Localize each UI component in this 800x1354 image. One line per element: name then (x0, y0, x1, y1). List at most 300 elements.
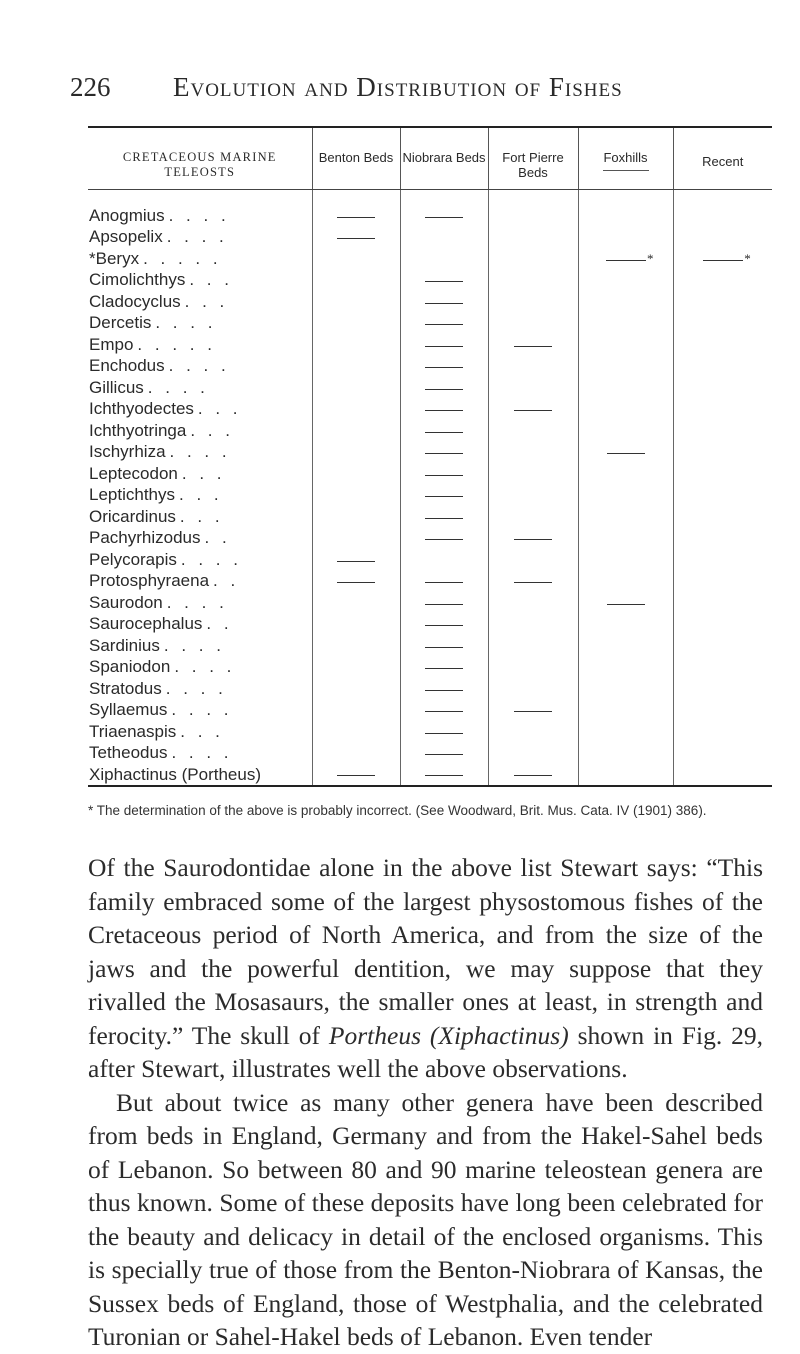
table-row (88, 743, 772, 765)
occurrence-niobrara (400, 334, 488, 356)
page-number: 226 (70, 72, 111, 102)
occurrence-recent (673, 313, 772, 335)
occurrence-benton (312, 227, 400, 249)
paragraph-1-end: shown in Fig. 29, after Stewart, illustrates well the above observations. (88, 1020, 763, 1083)
genus-name (88, 549, 312, 571)
occurrence-benton (312, 592, 400, 614)
running-title: Evolution and Distribution of Fishes (173, 72, 623, 102)
occurrence-recent (673, 549, 772, 571)
table-header-row (88, 127, 772, 189)
dot-leader: . . . . (169, 442, 231, 462)
occurrence-dash (425, 217, 463, 218)
genus-name (88, 635, 312, 657)
genus-name (88, 678, 312, 700)
occurrence-dash (425, 754, 463, 755)
occurrence-recent (673, 356, 772, 378)
occurrence-dash (425, 432, 463, 433)
genus-name (88, 377, 312, 399)
occurrence-foxhills (578, 334, 673, 356)
genus-label: Ischyrhiza (89, 442, 166, 462)
dot-leader: . . . . (171, 700, 233, 720)
occurrence-dash (337, 217, 375, 218)
column-header-benton: Benton Beds (312, 127, 400, 189)
occurrence-foxhills (578, 678, 673, 700)
occurrence-benton (312, 189, 400, 227)
occurrence-foxhills (578, 485, 673, 507)
dot-leader: . . . (190, 420, 234, 440)
occurrence-foxhills (578, 313, 673, 335)
dot-leader: . . . . (147, 377, 209, 397)
genus-name (88, 614, 312, 636)
occurrence-fort-pierre (488, 356, 578, 378)
table-row (88, 377, 772, 399)
occurrence-niobrara (400, 614, 488, 636)
occurrence-fort-pierre (488, 463, 578, 485)
paragraph-1-text: Of the Saurodontidae alone in the above list Stewart says: “This family embraced some of the largest physostomous fishes of the Cretaceous period of North America, and from the size of the jaws and the powerful dentition, we may suppose that they rivalled the Mosasaurs, the smaller ones at least, in strength and ferocity.” The skull of (88, 853, 763, 1050)
paragraph-1 (88, 851, 763, 1086)
genus-name (88, 442, 312, 464)
occurrence-recent (673, 291, 772, 313)
occurrence-foxhills (578, 657, 673, 679)
table-row (88, 334, 772, 356)
dot-leader: . . . . (168, 356, 230, 376)
dot-leader: . . . . (155, 313, 217, 333)
table-row (88, 420, 772, 442)
occurrence-benton (312, 614, 400, 636)
genus-name (88, 506, 312, 528)
occurrence-niobrara (400, 463, 488, 485)
occurrence-niobrara (400, 571, 488, 593)
occurrence-recent (673, 614, 772, 636)
occurrence-benton (312, 442, 400, 464)
table-row (88, 313, 772, 335)
asterisk-mark: * (647, 250, 654, 266)
occurrence-niobrara (400, 721, 488, 743)
dot-leader: . . . . (166, 592, 228, 612)
occurrence-niobrara (400, 700, 488, 722)
genus-label: Ichthyotringa (89, 420, 187, 440)
occurrence-niobrara (400, 678, 488, 700)
occurrence-recent (673, 334, 772, 356)
occurrence-fort-pierre (488, 743, 578, 765)
occurrence-dash (425, 668, 463, 669)
genus-name (88, 463, 312, 485)
occurrence-fort-pierre (488, 678, 578, 700)
occurrence-benton (312, 743, 400, 765)
occurrence-fort-pierre (488, 377, 578, 399)
genus-label: Gillicus (89, 377, 144, 397)
genus-label: Ichthyodectes (89, 399, 194, 419)
dot-leader: . . . (181, 463, 226, 483)
table-row (88, 657, 772, 679)
occurrence-recent (673, 463, 772, 485)
table-row (88, 291, 772, 313)
column-header-group: CRETACEOUS MARINE TELEOSTS (88, 127, 312, 189)
occurrence-benton (312, 657, 400, 679)
occurrence-recent (673, 485, 772, 507)
genus-name (88, 657, 312, 679)
occurrence-niobrara (400, 313, 488, 335)
occurrence-fort-pierre (488, 189, 578, 227)
table-row (88, 592, 772, 614)
genus-name (88, 592, 312, 614)
paragraph-2: But about twice as many other genera have been described from beds in England, Germany and from the Hakel-Sahel beds of Lebanon. So between 80 and 90 marine teleostean genera are thus known. Some of these deposits have long been celebrated for the beauty and delicacy in detail of the enclosed organisms. This is specially true of those from the Benton-Niobrara of Kansas, the Sussex beds of England, those of Westphalia, and the celebrated Turonian or Sahel-Hakel beds of Lebanon. Even tender (88, 1087, 763, 1351)
occurrence-foxhills (578, 356, 673, 378)
table-row (88, 700, 772, 722)
occurrence-recent (673, 528, 772, 550)
asterisk-mark: * (744, 250, 751, 266)
dot-leader: . . . (180, 721, 224, 741)
occurrence-dash (337, 775, 375, 776)
occurrence-benton (312, 485, 400, 507)
occurrence-benton (312, 313, 400, 335)
genus-label: Saurodon (89, 592, 163, 612)
dot-leader: . . . (179, 506, 224, 526)
occurrence-niobrara (400, 377, 488, 399)
footnote: * The determination of the above is probably incorrect. (See Woodward, Brit. Mus. Cata. IV (1901) 386). (88, 803, 707, 818)
occurrence-fort-pierre (488, 549, 578, 571)
genus-name (88, 420, 312, 442)
occurrence-benton (312, 506, 400, 528)
dot-leader: . . . . (180, 549, 242, 569)
occurrence-foxhills (578, 635, 673, 657)
occurrence-niobrara (400, 635, 488, 657)
occurrence-recent (673, 635, 772, 657)
occurrence-dash (425, 496, 463, 497)
occurrence-recent (673, 442, 772, 464)
table-row (88, 764, 772, 786)
occurrence-foxhills (578, 442, 673, 464)
genus-label: Dercetis (89, 313, 152, 333)
occurrence-dash (337, 238, 375, 239)
occurrence-dash-asterisk (606, 250, 654, 266)
occurrence-niobrara (400, 420, 488, 442)
dot-leader: . . (213, 571, 240, 591)
genus-label: Enchodus (89, 356, 165, 376)
genus-label: Cladocyclus (89, 291, 181, 311)
occurrence-benton (312, 721, 400, 743)
occurrence-dash (425, 690, 463, 691)
dot-leader: . . . . (171, 743, 233, 763)
table-row (88, 549, 772, 571)
genus-name (88, 528, 312, 550)
column-header-recent: Recent (673, 127, 772, 189)
genus-name (88, 270, 312, 292)
occurrence-dash (425, 518, 463, 519)
occurrence-dash (425, 775, 463, 776)
genus-name (88, 700, 312, 722)
occurrence-niobrara (400, 442, 488, 464)
occurrence-fort-pierre (488, 334, 578, 356)
occurrence-dash (425, 604, 463, 605)
genus-name (88, 291, 312, 313)
occurrence-dash (425, 539, 463, 540)
occurrence-benton (312, 399, 400, 421)
genus-label: Pelycorapis (89, 549, 177, 569)
foxhills-rule (603, 170, 649, 171)
occurrence-foxhills (578, 592, 673, 614)
occurrence-recent (673, 700, 772, 722)
occurrence-fort-pierre (488, 592, 578, 614)
occurrence-benton (312, 678, 400, 700)
genus-label: Tetheodus (89, 743, 168, 763)
occurrence-dash (514, 539, 552, 540)
dot-leader: . . . . . (143, 248, 222, 268)
occurrence-dash (425, 389, 463, 390)
occurrence-dash (514, 775, 552, 776)
occurrence-niobrara (400, 506, 488, 528)
occurrence-benton (312, 463, 400, 485)
occurrence-recent (673, 592, 772, 614)
dot-leader: . . (204, 528, 231, 548)
genus-label: Stratodus (89, 678, 162, 698)
occurrence-fort-pierre (488, 528, 578, 550)
dot-leader: . . . . (168, 206, 230, 225)
occurrence-recent (673, 657, 772, 679)
occurrence-niobrara (400, 399, 488, 421)
occurrence-dash (514, 410, 552, 411)
table-row (88, 270, 772, 292)
column-header-foxhills (578, 127, 673, 189)
occurrence-foxhills (578, 248, 673, 270)
occurrence-benton (312, 635, 400, 657)
table-row (88, 248, 772, 270)
occurrence-niobrara (400, 592, 488, 614)
occurrence-foxhills (578, 528, 673, 550)
occurrence-dash (425, 410, 463, 411)
occurrence-recent (673, 399, 772, 421)
table-row (88, 227, 772, 249)
genus-label: *Beryx (89, 248, 140, 268)
occurrence-recent (673, 248, 772, 270)
page-header (70, 72, 750, 112)
genus-name (88, 227, 312, 249)
occurrence-fort-pierre (488, 721, 578, 743)
genus-label: Oricardinus (89, 506, 176, 526)
genus-label: Leptecodon (89, 463, 178, 483)
occurrence-fort-pierre (488, 420, 578, 442)
genus-label: Pachyrhizodus (89, 528, 201, 548)
occurrence-fort-pierre (488, 442, 578, 464)
occurrence-fort-pierre (488, 291, 578, 313)
distribution-table (88, 126, 772, 787)
occurrence-foxhills (578, 377, 673, 399)
occurrence-dash (425, 453, 463, 454)
occurrence-fort-pierre (488, 657, 578, 679)
occurrence-foxhills (578, 463, 673, 485)
occurrence-benton (312, 549, 400, 571)
occurrence-foxhills (578, 399, 673, 421)
occurrence-dash (425, 582, 463, 583)
occurrence-foxhills (578, 614, 673, 636)
occurrence-recent (673, 721, 772, 743)
occurrence-dash (425, 733, 463, 734)
occurrence-benton (312, 270, 400, 292)
occurrence-recent (673, 377, 772, 399)
genus-name (88, 571, 312, 593)
occurrence-niobrara (400, 291, 488, 313)
occurrence-fort-pierre (488, 313, 578, 335)
occurrence-foxhills (578, 764, 673, 786)
occurrence-dash (425, 303, 463, 304)
occurrence-foxhills (578, 270, 673, 292)
table-row (88, 506, 772, 528)
occurrence-recent (673, 506, 772, 528)
occurrence-fort-pierre (488, 227, 578, 249)
occurrence-dash (425, 346, 463, 347)
occurrence-dash (425, 324, 463, 325)
table-row (88, 356, 772, 378)
table-row (88, 485, 772, 507)
genus-label: Xiphactinus (Portheus) (89, 764, 261, 784)
occurrence-niobrara (400, 549, 488, 571)
table-row (88, 635, 772, 657)
table-row (88, 721, 772, 743)
occurrence-benton (312, 571, 400, 593)
genus-label: Sardinius (89, 635, 160, 655)
table-row (88, 614, 772, 636)
occurrence-recent (673, 227, 772, 249)
genus-label: Protosphyraena (89, 571, 210, 591)
occurrence-dash (337, 561, 375, 562)
table-row (88, 528, 772, 550)
occurrence-niobrara (400, 270, 488, 292)
dot-leader: . . . (179, 485, 223, 505)
occurrence-niobrara (400, 485, 488, 507)
occurrence-niobrara (400, 248, 488, 270)
dot-leader: . . . (189, 270, 233, 290)
foxhills-label: Foxhills (603, 150, 648, 165)
genus-name (88, 399, 312, 421)
occurrence-benton (312, 248, 400, 270)
occurrence-recent (673, 420, 772, 442)
genus-label: Leptichthys (89, 485, 175, 505)
occurrence-benton (312, 291, 400, 313)
occurrence-dash (425, 711, 463, 712)
occurrence-niobrara (400, 189, 488, 227)
occurrence-fort-pierre (488, 270, 578, 292)
occurrence-fort-pierre (488, 399, 578, 421)
occurrence-niobrara (400, 743, 488, 765)
occurrence-fort-pierre (488, 248, 578, 270)
dot-leader: . . (206, 614, 233, 634)
table-row (88, 463, 772, 485)
occurrence-fort-pierre (488, 700, 578, 722)
occurrence-niobrara (400, 227, 488, 249)
occurrence-dash-asterisk (703, 250, 751, 266)
occurrence-foxhills (578, 571, 673, 593)
occurrence-fort-pierre (488, 764, 578, 786)
occurrence-foxhills (578, 189, 673, 227)
occurrence-dash (425, 367, 463, 368)
genus-name (88, 721, 312, 743)
genus-label: Spaniodon (89, 657, 171, 677)
occurrence-foxhills (578, 506, 673, 528)
occurrence-fort-pierre (488, 614, 578, 636)
occurrence-dash (514, 582, 552, 583)
table-row (88, 399, 772, 421)
occurrence-foxhills (578, 227, 673, 249)
occurrence-dash (337, 582, 375, 583)
table-row (88, 571, 772, 593)
genus-name (88, 356, 312, 378)
dot-leader: . . . . . (137, 334, 216, 354)
occurrence-benton (312, 377, 400, 399)
occurrence-foxhills (578, 743, 673, 765)
genus-name (88, 764, 312, 786)
occurrence-dash (425, 281, 463, 282)
occurrence-benton (312, 764, 400, 786)
occurrence-recent (673, 270, 772, 292)
paragraph-1-italic: Portheus (Xiphactinus) (328, 1020, 569, 1050)
occurrence-fort-pierre (488, 635, 578, 657)
occurrence-foxhills (578, 291, 673, 313)
occurrence-dash (425, 475, 463, 476)
occurrence-recent (673, 678, 772, 700)
genus-label: Syllaemus (89, 700, 168, 720)
occurrence-niobrara (400, 657, 488, 679)
occurrence-foxhills (578, 721, 673, 743)
dot-leader: . . . (184, 291, 229, 311)
column-header-fort-pierre: Fort Pierre Beds (488, 127, 578, 189)
occurrence-benton (312, 334, 400, 356)
genus-label: Triaenaspis (89, 721, 177, 741)
column-header-niobrara: Niobrara Beds (400, 127, 488, 189)
genus-label: Cimolichthys (89, 270, 186, 290)
genus-name (88, 248, 312, 270)
occurrence-benton (312, 356, 400, 378)
genus-name (88, 313, 312, 335)
dot-leader: . . . . (166, 227, 228, 247)
table-row (88, 189, 772, 227)
occurrence-foxhills (578, 549, 673, 571)
genus-name (88, 334, 312, 356)
table-row (88, 678, 772, 700)
occurrence-fort-pierre (488, 571, 578, 593)
table-body (88, 189, 772, 786)
body-text (88, 851, 763, 1354)
occurrence-benton (312, 700, 400, 722)
genus-label: Apsopelix (89, 227, 163, 247)
occurrence-dash (425, 625, 463, 626)
occurrence-dash (607, 453, 645, 454)
occurrence-dash (607, 604, 645, 605)
genus-name (88, 485, 312, 507)
occurrence-fort-pierre (488, 485, 578, 507)
genus-label: Saurocephalus (89, 614, 203, 634)
dot-leader: . . . . (174, 657, 236, 677)
table-bottom-rule (88, 786, 772, 787)
occurrence-foxhills (578, 700, 673, 722)
occurrence-recent (673, 764, 772, 786)
occurrence-benton (312, 528, 400, 550)
occurrence-recent (673, 571, 772, 593)
genus-label: Anogmius (89, 206, 165, 225)
dot-leader: . . . . (163, 635, 225, 655)
occurrence-fort-pierre (488, 506, 578, 528)
occurrence-niobrara (400, 528, 488, 550)
occurrence-recent (673, 743, 772, 765)
occurrence-foxhills (578, 420, 673, 442)
occurrence-recent (673, 189, 772, 227)
occurrence-dash (425, 647, 463, 648)
occurrence-dash (514, 346, 552, 347)
genus-name (88, 189, 312, 227)
dot-leader: . . . (197, 399, 242, 419)
genus-label: Empo (89, 334, 134, 354)
occurrence-dash (514, 711, 552, 712)
occurrence-benton (312, 420, 400, 442)
